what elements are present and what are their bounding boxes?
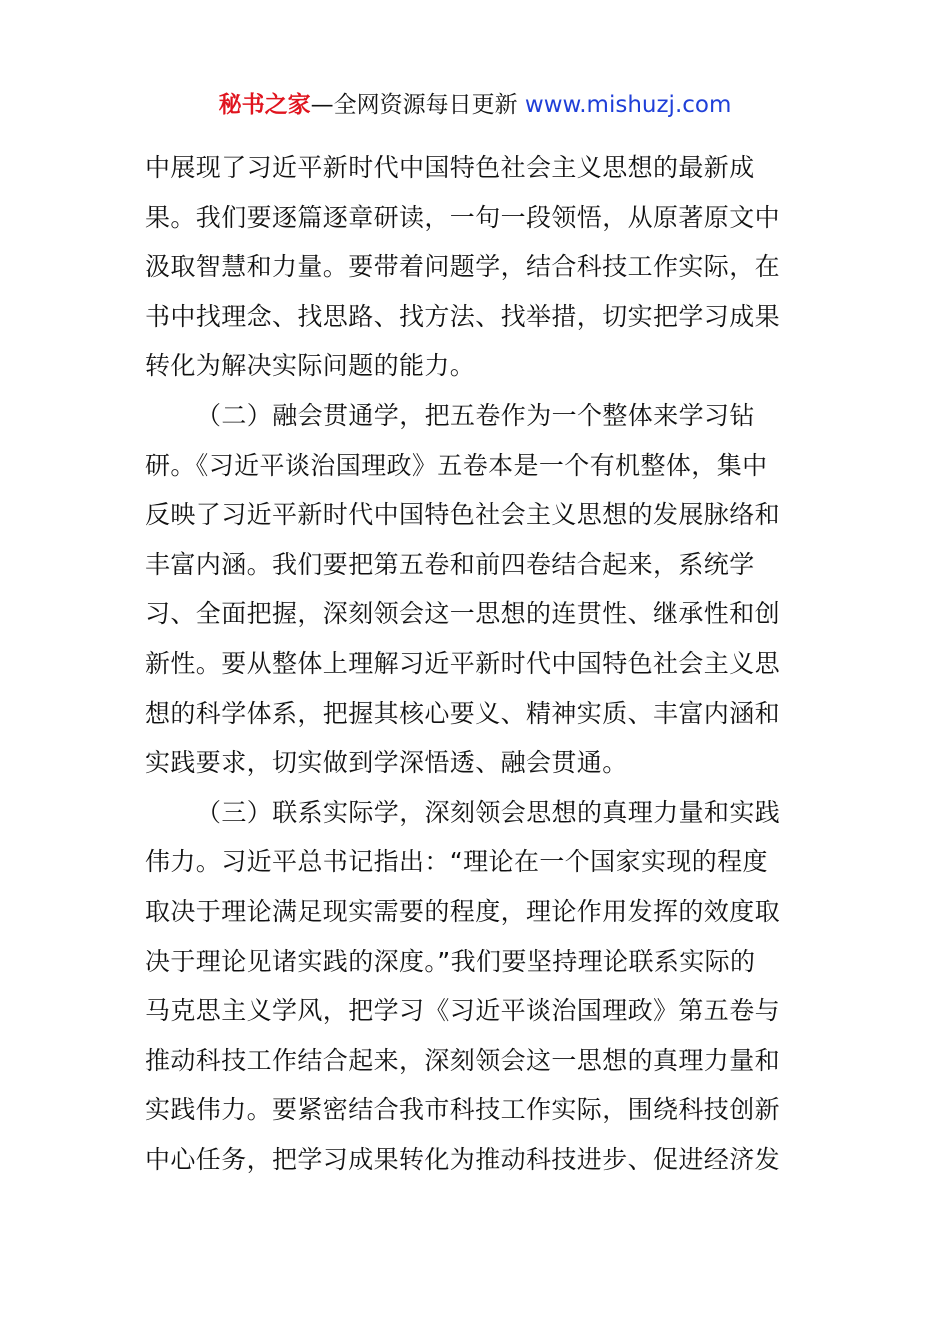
text-line: 汲取智慧和力量。要带着问题学，结合科技工作实际，在 bbox=[145, 252, 781, 282]
text-line: 转化为解决实际问题的能力。 bbox=[145, 351, 476, 381]
paragraph-2 bbox=[145, 391, 810, 788]
text-line: 实践伟力。要紧密结合我市科技工作实际，围绕科技创新 bbox=[145, 1095, 781, 1125]
site-tagline: —全网资源每日更新 bbox=[310, 92, 525, 118]
text-line: 实践要求，切实做到学深悟透、融会贯通。 bbox=[145, 748, 628, 778]
text-line: 中展现了习近平新时代中国特色社会主义思想的最新成 bbox=[145, 153, 755, 182]
document-body bbox=[145, 143, 810, 1184]
text-line: 推动科技工作结合起来，深刻领会这一思想的真理力量和 bbox=[145, 1045, 781, 1075]
text-line: 中心任务，把学习成果转化为推动科技进步、促进经济发 bbox=[145, 1144, 781, 1174]
paragraph-1 bbox=[145, 143, 810, 391]
text-line: 果。我们要逐篇逐章研读，一句一段领悟，从原著原文中 bbox=[145, 202, 781, 232]
text-line: 习、全面把握，深刻领会这一思想的连贯性、继承性和创 bbox=[145, 599, 781, 629]
text-line: 决于理论见诸实践的深度。”我们要坚持理论联系实际的 bbox=[145, 946, 756, 976]
site-url-link[interactable]: www.mishuzj.com bbox=[524, 92, 732, 118]
site-brand: 秘书之家 bbox=[218, 92, 311, 118]
text-line: 书中找理念、找思路、找方法、找举措，切实把学习成果 bbox=[145, 301, 781, 331]
text-line: 反映了习近平新时代中国特色社会主义思想的发展脉络和 bbox=[145, 500, 781, 530]
text-line: 丰富内涵。我们要把第五卷和前四卷结合起来，系统学 bbox=[145, 549, 755, 579]
text-line: 想的科学体系，把握其核心要义、精神实质、丰富内涵和 bbox=[145, 698, 781, 728]
text-line: （三）联系实际学，深刻领会思想的真理力量和实践 bbox=[196, 797, 781, 827]
text-line: 马克思主义学风，把学习《习近平谈治国理政》第五卷与 bbox=[145, 996, 781, 1026]
text-line: 研。《习近平谈治国理政》五卷本是一个有机整体，集中 bbox=[145, 450, 768, 480]
text-line: 伟力。习近平总书记指出：“理论在一个国家实现的程度 bbox=[145, 847, 768, 877]
text-line: （二）融会贯通学，把五卷作为一个整体来学习钻 bbox=[196, 400, 755, 430]
site-header bbox=[0, 88, 950, 122]
text-line: 取决于理论满足现实需要的程度，理论作用发挥的效度取 bbox=[145, 896, 781, 926]
text-line: 新性。要从整体上理解习近平新时代中国特色社会主义思 bbox=[145, 648, 781, 678]
paragraph-3 bbox=[145, 788, 810, 1185]
